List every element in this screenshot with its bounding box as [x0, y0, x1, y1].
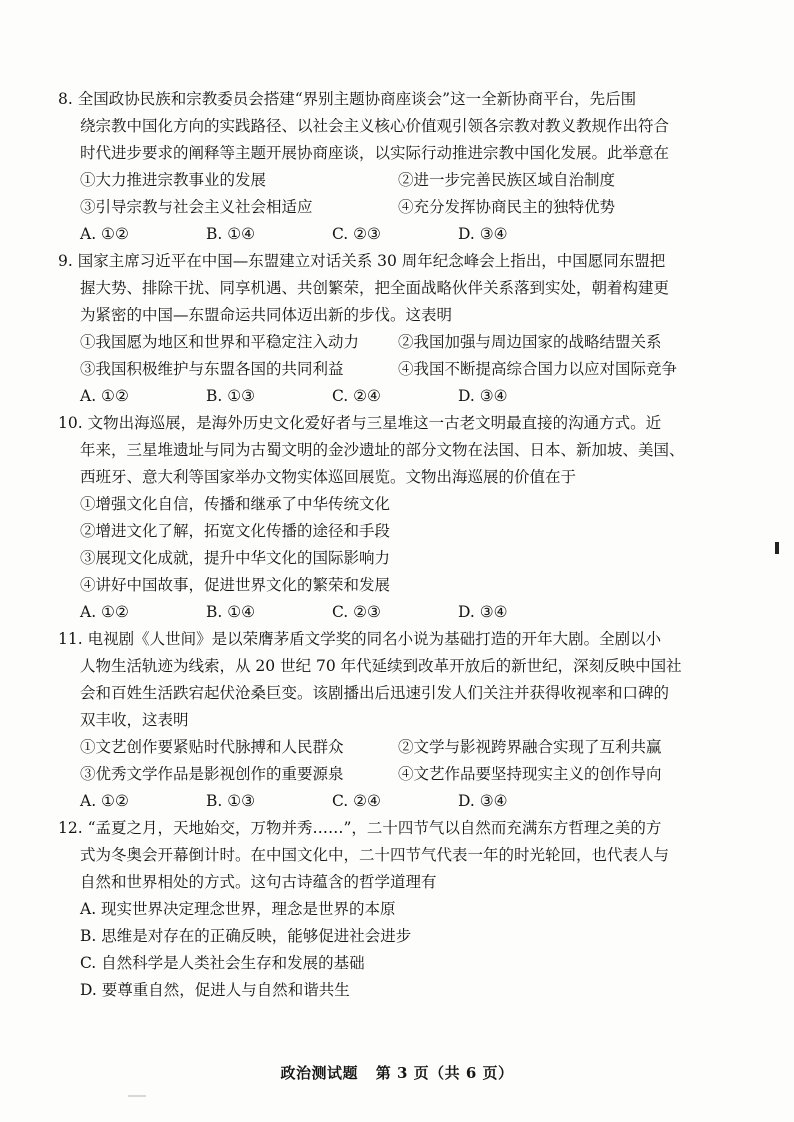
page-footer [0, 1062, 794, 1083]
question-stem-line: 9. 国家主席习近平在中国—东盟建立对话关系 30 周年纪念峰会上指出，中国愿同东盟把 [58, 252, 666, 270]
statement-row [58, 329, 698, 356]
answer-option-d: D. 要尊重自然，促进人与自然和谐共生 [80, 981, 350, 999]
statement: ②增进文化了解，拓宽文化传播的途径和手段 [80, 522, 391, 540]
answer-option-d: D. ③④ [458, 225, 508, 243]
answer-option-c: C. ②③ [332, 225, 381, 243]
statement: ④文艺作品要坚持现实主义的创作导向 [398, 765, 662, 783]
answer-option-d: D. ③④ [458, 792, 508, 810]
answer-option-c: C. ②④ [332, 387, 381, 405]
question-stem-line: 人物生活轨迹为线索，从 20 世纪 70 年代延续到改革开放后的新世纪，深刻反映中国社 [80, 657, 682, 675]
question-stem-line: 西班牙、意大利等国家举办文物实体巡回展览。文物出海巡展的价值在于 [80, 468, 577, 486]
statement: ③引导宗教与社会主义社会相适应 [80, 198, 313, 216]
statement-row [58, 356, 698, 383]
statement: ③我国积极维护与东盟各国的共同利益 [80, 360, 344, 378]
statement: ④充分发挥协商民主的独特优势 [398, 198, 616, 216]
scan-edge-mark [775, 542, 779, 554]
answer-option-b: B. 思维是对存在的正确反映，能够促进社会进步 [80, 927, 412, 945]
answer-option-b: B. ①④ [206, 225, 256, 243]
answer-option-a: A. ①② [80, 792, 129, 810]
statement: ①文艺创作要紧贴时代脉搏和人民群众 [80, 738, 344, 756]
statement: ②文学与影视跨界融合实现了互利共赢 [398, 738, 662, 756]
question-8 [58, 86, 698, 248]
answer-option-b: B. ①③ [206, 387, 256, 405]
question-12 [58, 815, 698, 1004]
statement: ①大力推进宗教事业的发展 [80, 171, 267, 189]
question-stem-line: 12. “孟夏之月，天地始交，万物并秀……”，二十四节气以自然而充满东方哲理之美的方 [58, 819, 662, 837]
answer-option-b: B. ①③ [206, 792, 256, 810]
question-stem-line: 握大势、排除干扰、同享机遇、共创繁荣，把全面战略伙伴关系落到实处，朝着构建更 [80, 279, 670, 297]
statement: ③优秀文学作品是影视创作的重要源泉 [80, 765, 344, 783]
question-stem-line: 自然和世界相处的方式。这句古诗蕴含的哲学道理有 [80, 873, 437, 891]
answer-option-d: D. ③④ [458, 387, 508, 405]
statement: ④我国不断提高综合国力以应对国际竞争 [398, 360, 678, 378]
answer-choices [58, 599, 698, 626]
question-9 [58, 248, 698, 410]
question-stem-line: 时代进步要求的阐释等主题开展协商座谈，以实际行动推进宗教中国化发展。此举意在 [80, 144, 670, 162]
answer-option-c: C. 自然科学是人类社会生存和发展的基础 [80, 954, 365, 972]
answer-option-a: A. ①② [80, 225, 129, 243]
statement-row [58, 194, 698, 221]
question-stem-line: 11. 电视剧《人世间》是以荣膺茅盾文学奖的同名小说为基础打造的开年大剧。全剧以小 [58, 630, 662, 648]
footer-subject: 政治测试题 [280, 1064, 358, 1082]
question-stem-line: 式为冬奥会开幕倒计时。在中国文化中，二十四节气代表一年的时光轮回，也代表人与 [80, 846, 670, 864]
statement: ②我国加强与周边国家的战略结盟关系 [398, 333, 662, 351]
footer-page-number: 第 3 页（共 6 页） [375, 1064, 514, 1082]
statement-row [58, 167, 698, 194]
statement: ②进一步完善民族区域自治制度 [398, 171, 616, 189]
statement: ④讲好中国故事，促进世界文化的繁荣和发展 [80, 576, 391, 594]
answer-choices [58, 383, 698, 410]
question-stem-line: 10. 文物出海巡展，是海外历史文化爱好者与三星堆这一古老文明最直接的沟通方式。近 [58, 414, 662, 432]
question-stem-line: 绕宗教中国化方向的实践路径、以社会主义核心价值观引领各宗教对教义教规作出符合 [80, 117, 670, 135]
statement-row [58, 734, 698, 761]
answer-option-c: C. ②③ [332, 603, 381, 621]
statement: ①我国愿为地区和世界和平稳定注入动力 [80, 333, 360, 351]
statement: ③展现文化成就，提升中华文化的国际影响力 [80, 549, 391, 567]
question-stem-line: 会和百姓生活跌宕起伏沧桑巨变。该剧播出后迅速引发人们关注并获得收视率和口碑的 [80, 684, 670, 702]
question-11 [58, 626, 698, 815]
answer-choices [58, 221, 698, 248]
answer-option-a: A. ①② [80, 603, 129, 621]
answer-option-a: A. 现实世界决定理念世界，理念是世界的本原 [80, 900, 396, 918]
answer-choices [58, 788, 698, 815]
answer-option-a: A. ①② [80, 387, 129, 405]
statement-row [58, 761, 698, 788]
scan-artifact [128, 1095, 146, 1097]
question-list [58, 86, 698, 1004]
answer-option-b: B. ①④ [206, 603, 256, 621]
answer-option-c: C. ②④ [332, 792, 381, 810]
statement: ①增强文化自信，传播和继承了中华传统文化 [80, 495, 391, 513]
question-stem-line: 双丰收，这表明 [80, 711, 189, 729]
question-stem-line: 为紧密的中国—东盟命运共同体迈出新的步伐。这表明 [80, 306, 453, 324]
answer-option-d: D. ③④ [458, 603, 508, 621]
question-10 [58, 410, 698, 626]
question-stem-line: 年来，三星堆遗址与同为古蜀文明的金沙遗址的部分文物在法国、日本、新加坡、美国、 [80, 441, 685, 459]
question-stem-line: 8. 全国政协民族和宗教委员会搭建“界别主题协商座谈会”这一全新协商平台，先后围 [58, 90, 637, 108]
